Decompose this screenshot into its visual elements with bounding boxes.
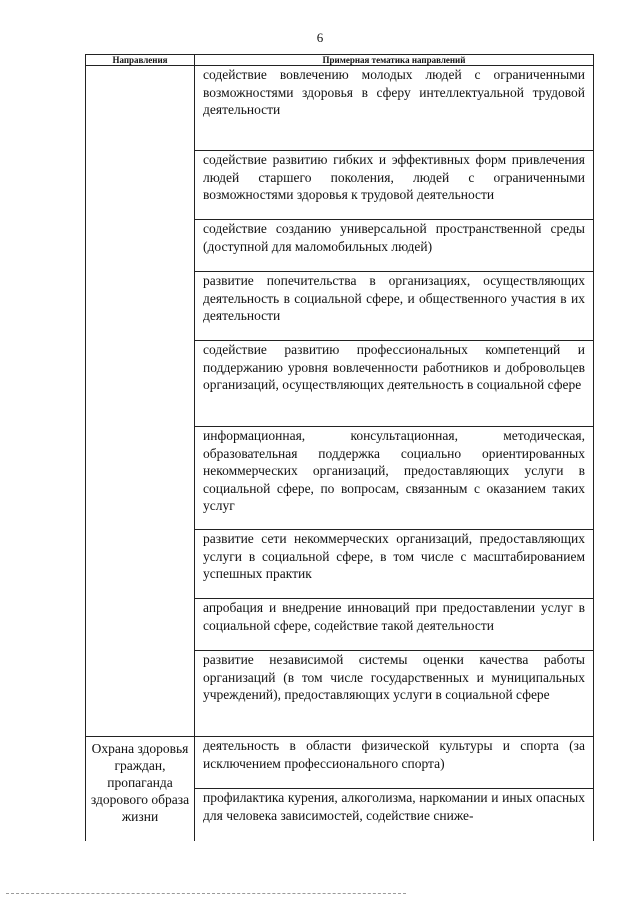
- topic-cell: [195, 341, 594, 427]
- table-row: [86, 66, 594, 151]
- topic-text: профилактика курения, алкоголизма, наркомании и иных опасных для человека зависимостей, содействие сниже-: [203, 790, 585, 823]
- scan-edge-line: [6, 893, 406, 894]
- topic-cell: [195, 220, 594, 272]
- topic-cell: [195, 789, 594, 841]
- topic-text: апробация и внедрение инноваций при предоставлении услуг в социальной сфере, содействие такой деятельности: [203, 600, 585, 633]
- topic-text: содействие развитию профессиональных компетенций и поддержанию уровня вовлеченности работников и добровольцев организаций, осуществляющих деятельность в социальной сфере: [203, 342, 585, 393]
- directions-table: [85, 54, 594, 841]
- topic-cell: [195, 737, 594, 789]
- direction-cell: [86, 66, 195, 737]
- header-directions: Направления: [86, 55, 195, 66]
- topic-text: развитие сети некоммерческих организаций, предоставляющих услуги в социальной сфере, в том числе с масштабированием успешных практик: [203, 531, 585, 582]
- topic-text: развитие попечительства в организациях, осуществляющих деятельность в социальной сфере, и общественного участия в их деятельности: [203, 273, 585, 324]
- topic-cell: [195, 151, 594, 220]
- topic-text: содействие развитию гибких и эффективных форм привлечения людей старшего поколения, людей с ограниченными возможностями здоровья к трудовой деятельности: [203, 152, 585, 203]
- direction-cell: Охрана здоровья граждан, пропаганда здорового образа жизни: [86, 737, 195, 841]
- topic-cell: [195, 651, 594, 737]
- topic-cell: [195, 66, 594, 151]
- topic-cell: [195, 530, 594, 599]
- topic-cell: [195, 272, 594, 341]
- topic-text: содействие вовлечению молодых людей с ограниченными возможностями здоровья в сферу интеллектуальной трудовой деятельности: [203, 67, 585, 118]
- table-header-row: [86, 55, 594, 66]
- topic-cell: [195, 427, 594, 530]
- table-row: [86, 737, 594, 789]
- header-topics: Примерная тематика направлений: [195, 55, 594, 66]
- topic-cell: [195, 599, 594, 651]
- topic-text: развитие независимой системы оценки качества работы организаций (в том числе государственных и муниципальных учреждений), предоставляющих услуги в социальной сфере: [203, 652, 585, 703]
- topic-text: содействие созданию универсальной пространственной среды (доступной для маломобильных людей): [203, 221, 585, 254]
- topic-text: деятельность в области физической культуры и спорта (за исключением профессионального спорта): [203, 738, 585, 771]
- page-number: 6: [316, 30, 324, 45]
- topic-text: информационная, консультационная, методическая, образовательная поддержка социально ориентированных некоммерческих организаций, предоставляющих услуги в социальной сфере, по вопросам, связанным с оказанием таких услуг: [203, 428, 585, 514]
